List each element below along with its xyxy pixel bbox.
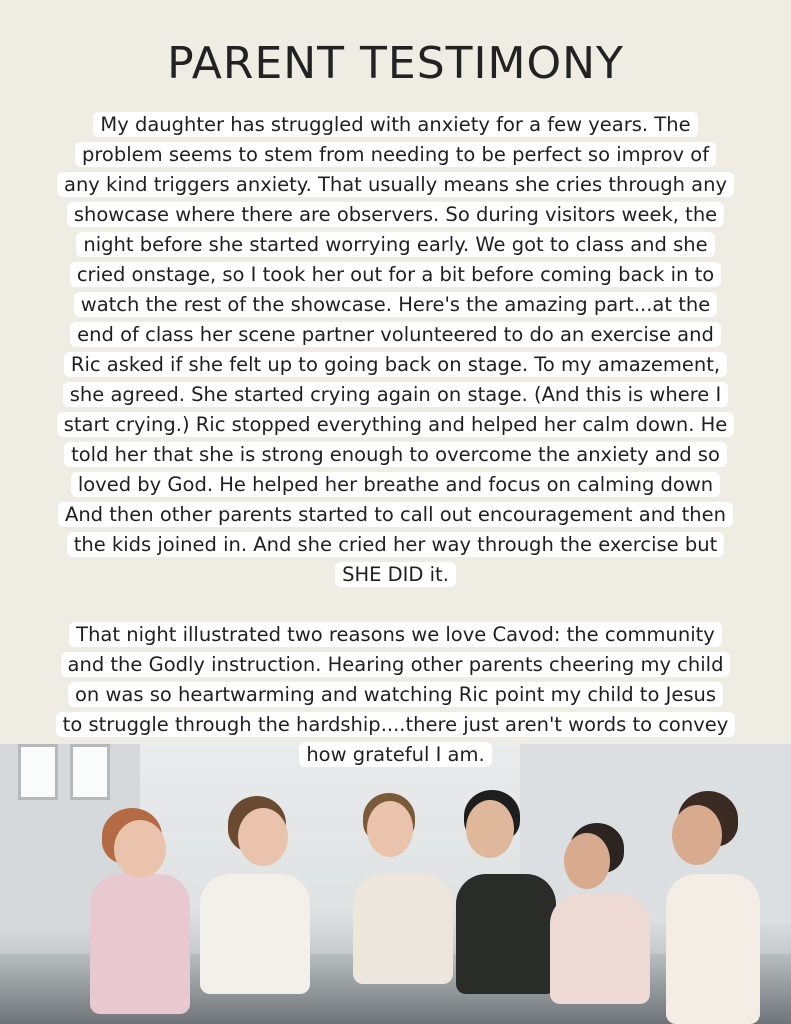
text-line: how grateful I am. [0,740,791,770]
text-line: loved by God. He helped her breathe and focus on calming down [0,470,791,500]
text-line: night before she started worrying early. We got to class and she [0,230,791,260]
text-line: Ric asked if she felt up to going back on stage. To my amazement, [0,350,791,380]
text-line: problem seems to stem from needing to be perfect so improv of [0,140,791,170]
text-line: any kind triggers anxiety. That usually means she cries through any [0,170,791,200]
text-line: she agreed. She started crying again on stage. (And this is where I [0,380,791,410]
text-line: to struggle through the hardship....there just aren't words to convey [0,710,791,740]
text-line: the kids joined in. And she cried her way through the exercise but [0,530,791,560]
text-line: end of class her scene partner volunteered to do an exercise and [0,320,791,350]
page-title: PARENT TESTIMONY [167,38,624,89]
text-line: cried onstage, so I took her out for a bit before coming back in to [0,260,791,290]
group-photo [0,744,791,1024]
text-line: And then other parents started to call out encouragement and then [0,500,791,530]
testimony-text [0,110,791,770]
text-line: on was so heartwarming and watching Ric point my child to Jesus [0,680,791,710]
text-line: start crying.) Ric stopped everything and helped her calm down. He [0,410,791,440]
text-line: told her that she is strong enough to overcome the anxiety and so [0,440,791,470]
text-line: My daughter has struggled with anxiety for a few years. The [0,110,791,140]
text-line: showcase where there are observers. So during visitors week, the [0,200,791,230]
text-line: SHE DID it. [0,560,791,590]
text-line: watch the rest of the showcase. Here's the amazing part...at the [0,290,791,320]
text-line: That night illustrated two reasons we love Cavod: the community [0,620,791,650]
text-line: and the Godly instruction. Hearing other parents cheering my child [0,650,791,680]
